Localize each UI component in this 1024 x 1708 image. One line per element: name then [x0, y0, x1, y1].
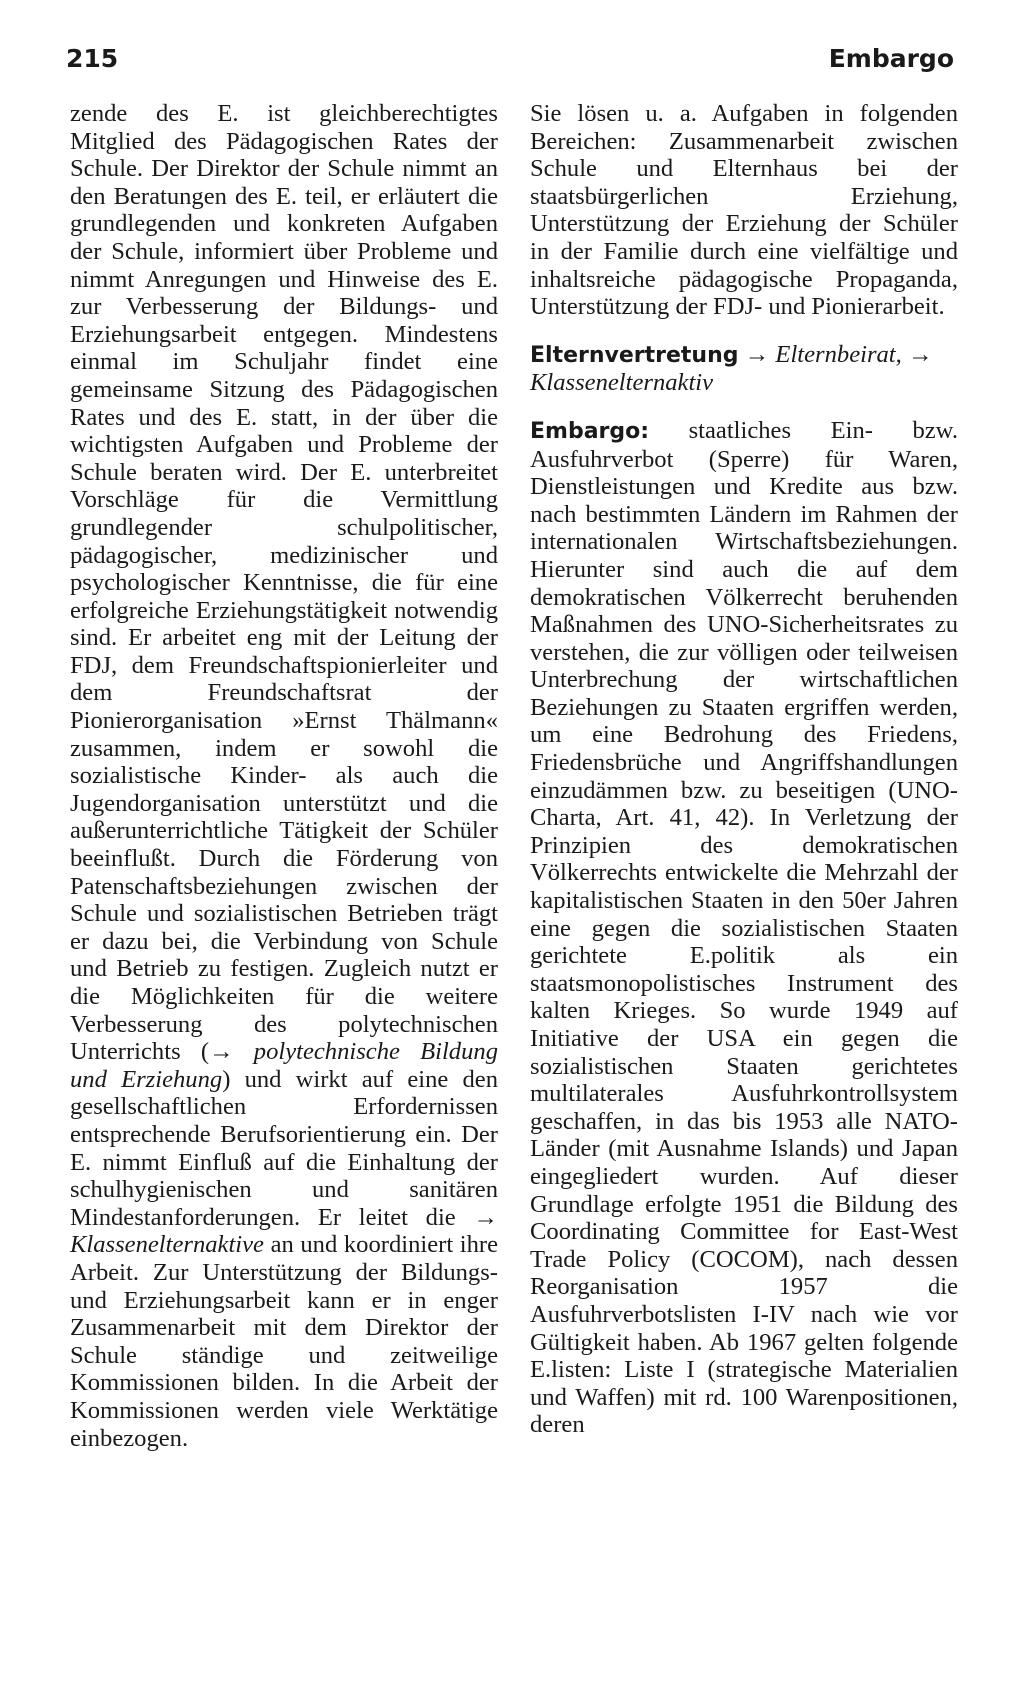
left-column — [70, 100, 498, 1452]
continued-entry-text — [70, 100, 498, 1452]
cross-reference-link[interactable]: polytechnische Bildung und Erziehung — [70, 1038, 498, 1093]
cross-reference-arrow: → — [907, 340, 933, 368]
page-number: 215 — [66, 44, 119, 73]
text-segment: ) und wirkt auf eine den gesellschaftlichen Erfordernissen entsprechende Berufsorientierung ein. Der E. nimmt Einfluß auf die Einhaltung der schulhygienischen und sanitären Mindestanforderungen. Er leitet die — [70, 1065, 498, 1231]
cross-reference-link[interactable]: Klassenelternaktive — [70, 1231, 264, 1259]
text-segment: zende des E. ist gleichberechtigtes Mitglied des Pädagogischen Rates der Schule. Der Direktor der Schule nimmt an den Beratungen des E. teil, er erläutert die grundlegenden und konkreten Aufgaben der Schule, informiert über Probleme und nimmt Anregungen und Hinweise des E. zur Verbesserung der Bildungs- und Erziehungsarbeit entgegen. Mindestens einmal im Schuljahr findet eine gemeinsame Sitzung des Pädagogischen Rates und des E. statt, in der über die wichtigsten Aufgaben und Probleme der Schule beraten wird. Der E. unterbreitet Vorschläge für die Vermittlung grundlegender schulpolitischer, pädagogischer, medizinischer und psychologischer Kenntnisse, die für eine erfolgreiche Erziehungstätigkeit notwendig sind. Er arbeitet eng mit der Leitung der FDJ, dem Freundschaftspionierleiter und dem Freundschaftsrat der Pionierorganisation »Ernst Thälmann« zusammen, indem er sowohl die sozialistische Kinder- als auch die Jugendorganisation unterstützt und die außerunterrichtliche Tätigkeit der Schüler beeinflußt. Durch die Förderung von Patenschaftsbeziehungen zwischen der Schule und sozialistischen Betrieben trägt er dazu bei, die Verbindung von Schule und Betrieb zu festigen. Zugleich nutzt er die Möglichkeiten für die weitere Verbesserung des polytechnischen Unterrichts ( — [70, 100, 498, 1066]
entry-text: staatliches Ein- bzw. Ausfuhrverbot (Sperre) für Waren, Dienstleistungen und Kredite aus bzw. nach bestimmten Ländern im Rahmen der internationalen Wirtschaftsbeziehungen. Hierunter sind auch die auf dem demokratischen Völkerrecht beruhenden Maßnahmen des UNO-Sicherheitsrates zu verstehen, die zur völligen oder teilweisen Unterbrechung der wirtschaftlichen Beziehungen zu Staaten ergriffen werden, um eine Bedrohung des Friedens, Friedensbrüche und Angriffshandlungen einzudämmen bzw. zu beseitigen (UNO-Charta, Art. 41, 42). In Verletzung der Prinzipien des demokratischen Völkerrechts entwickelte die Mehrzahl der kapitalistischen Staaten in den 50er Jahren eine gegen die sozialistischen Staaten gerichtete E.politik als ein staatsmonopolistisches Instrument des kalten Krieges. So wurde 1949 auf Initiative der USA ein gegen die sozialistischen Staaten gerichtetes multilaterales Ausfuhrkontrollsystem geschaffen, in das bis 1953 alle NATO-Länder (mit Ausnahme Islands) und Japan eingegliedert wurden. Auf dieser Grundlage erfolgte 1951 die Bildung des Coordinating Committee for East-West Trade Policy (COCOM), nach dessen Reorganisation 1957 die Ausfuhrverbotslisten I-IV nach wie vor Gültigkeit haben. Ab 1967 gelten folgende E.listen: Liste I (strategische Materialien und Waffen) mit rd. 100 Warenpositionen, deren — [530, 416, 958, 1439]
cross-reference-link[interactable]: Elternbeirat, — [775, 340, 902, 368]
continued-entry-text: Sie lösen u. a. Aufgaben in folgenden Bereichen: Zusammenarbeit zwischen Schule und Elternhaus bei der staatsbürgerlichen Erziehung, Unterstützung der Erziehung der Schüler in der Familie durch eine vielfältige und inhaltsreiche pädagogische Propaganda, Unterstützung der FDJ- und Pionierarbeit. — [530, 100, 958, 321]
entry-embargo — [530, 417, 958, 1439]
page-header — [66, 44, 954, 73]
entry-term: Elternvertretung — [530, 342, 739, 368]
cross-reference-arrow: → — [209, 1038, 234, 1066]
cross-reference-link[interactable]: Klassenelternaktiv — [530, 369, 714, 397]
cross-reference-arrow: → — [473, 1203, 498, 1231]
running-head: Embargo — [828, 44, 954, 73]
entry-elternvertretung — [530, 341, 958, 397]
cross-reference-arrow: → — [744, 340, 770, 368]
right-column — [530, 100, 958, 1439]
entry-term: Embargo: — [530, 418, 650, 444]
text-segment: an und koordiniert ihre Arbeit. Zur Unterstützung der Bildungs- und Erziehungsarbeit kann er in enger Zusammenarbeit mit dem Direktor der Schule ständige und zeitweilige Kommissionen bilden. In die Arbeit der Kommissionen werden viele Werktätige einbezogen. — [70, 1231, 498, 1452]
